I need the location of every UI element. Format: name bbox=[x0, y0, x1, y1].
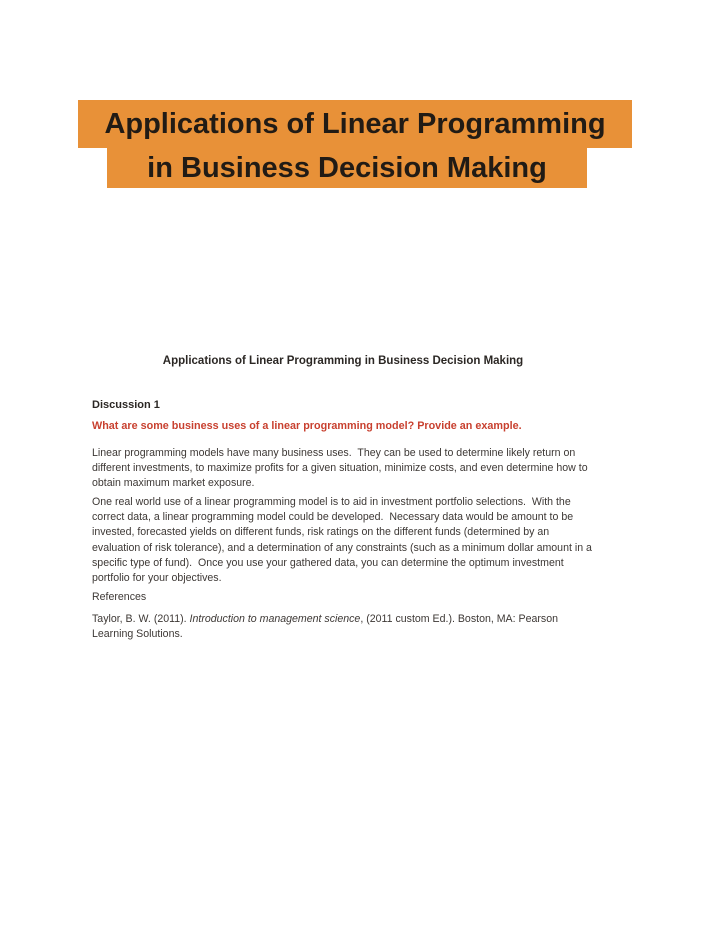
paragraph-line: evaluation of risk tolerance), and a determination of any constraints (such as a minimum dollar amount in a bbox=[92, 541, 592, 554]
paragraph-1 bbox=[92, 446, 588, 492]
references-label-text: References bbox=[92, 591, 147, 603]
citation-book-title: Introduction to management science bbox=[189, 613, 361, 625]
citation-edition-publisher: , (2011 custom Ed.). Boston, MA: Pearson bbox=[360, 613, 558, 625]
paragraph-line: correct data, a linear programming model could be developed. Necessary data would be amount to be bbox=[92, 511, 574, 524]
section-label-discussion-1: Discussion 1 bbox=[92, 399, 160, 411]
paragraph-line: One real world use of a linear programming model is to aid in investment portfolio selections. With the bbox=[92, 496, 571, 508]
citation bbox=[92, 612, 558, 642]
paragraph-line: Linear programming models have many business uses. They can be used to determine likely return on bbox=[92, 447, 576, 459]
paragraph-line: invested, forecasted yields on different funds, risk ratings on the different funds (determined by an bbox=[92, 526, 550, 539]
paragraph-line: specific type of fund). Once you use your gathered data, you can determine the optimum investment bbox=[92, 556, 564, 569]
citation-author-year: Taylor, B. W. (2011). bbox=[92, 613, 190, 625]
citation-line-1 bbox=[92, 612, 558, 627]
paragraph-line: portfolio for your objectives. bbox=[92, 572, 222, 585]
banner-title-line2: in Business Decision Making bbox=[107, 148, 587, 188]
discussion-question: What are some business uses of a linear programming model? Provide an example. bbox=[92, 420, 522, 432]
references-label bbox=[92, 590, 146, 605]
document-heading: Applications of Linear Programming in Business Decision Making bbox=[162, 355, 524, 367]
paragraph-2 bbox=[92, 495, 592, 586]
paragraph-line: different investments, to maximize profits for a given situation, minimize costs, and even determine how to bbox=[92, 462, 588, 475]
paragraph-line: obtain maximum market exposure. bbox=[92, 477, 255, 490]
citation-line-2: Learning Solutions. bbox=[92, 628, 183, 641]
banner-title-line1: Applications of Linear Programming bbox=[78, 100, 632, 148]
